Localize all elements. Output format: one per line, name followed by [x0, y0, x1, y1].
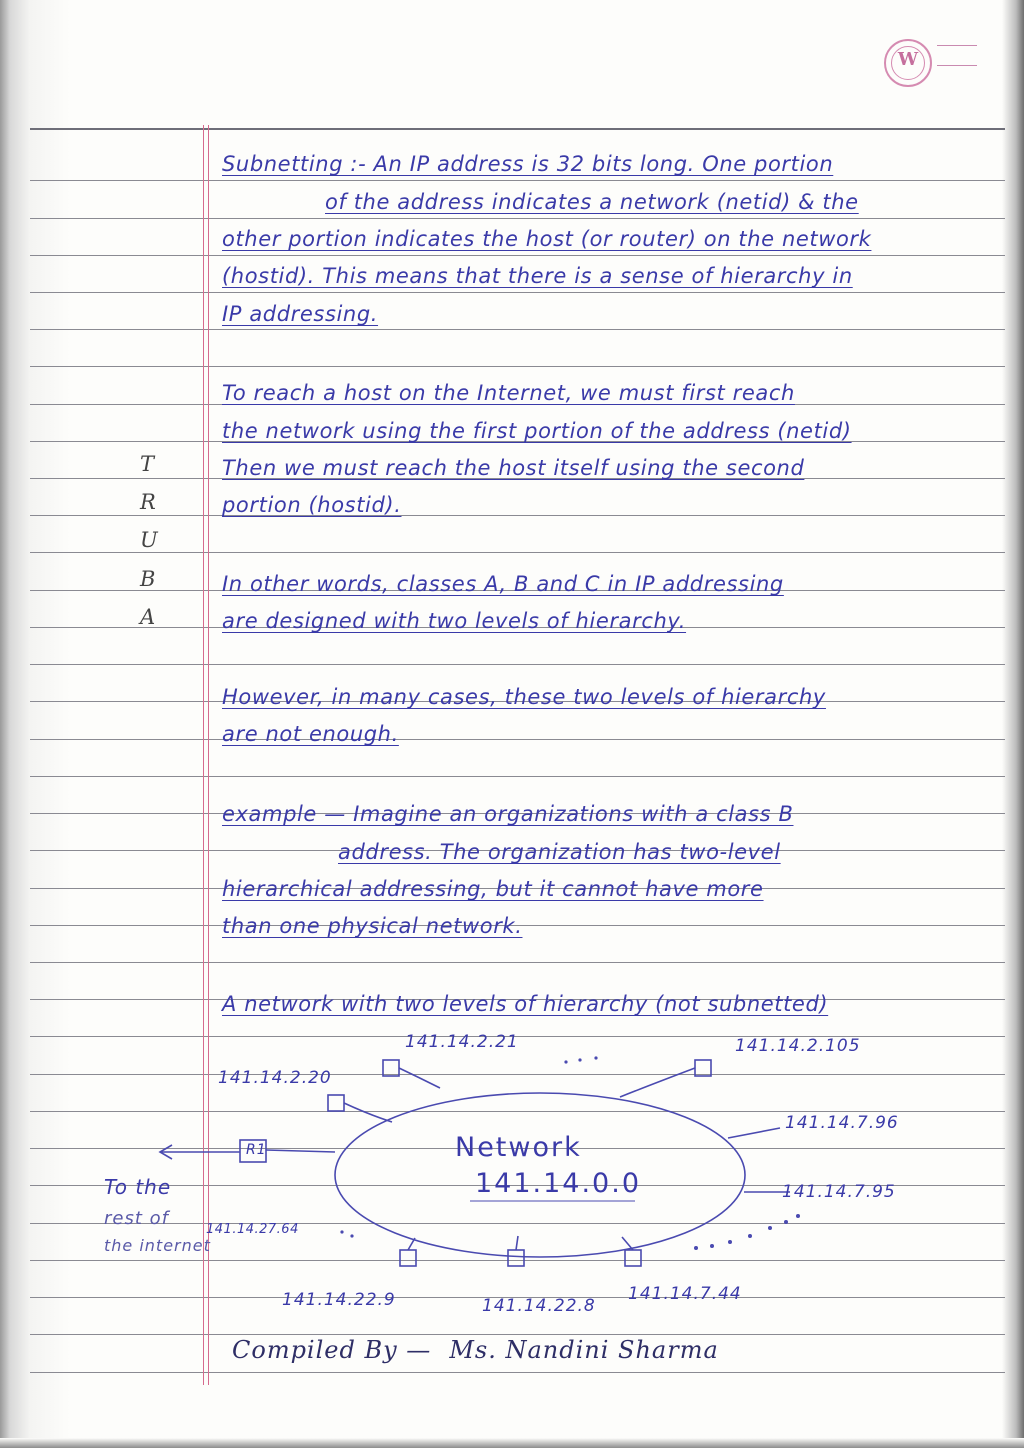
p2-line1: To reach a host on the Internet, we must first reach [222, 381, 795, 405]
network-label: Network [455, 1132, 582, 1163]
ellipsis-dot [350, 1234, 353, 1237]
exit-label-1: To the [104, 1175, 172, 1199]
host-box-h8 [508, 1250, 524, 1266]
host-label-h6: 141.14.27.64 [206, 1222, 299, 1237]
exit-label-3: the internet [104, 1236, 211, 1255]
p2-line4: portion (hostid). [222, 493, 402, 517]
ellipsis-dot [710, 1244, 714, 1248]
exit-label-2: rest of [104, 1208, 169, 1229]
diagram-caption: A network with two levels of hierarchy (not subnetted) [222, 992, 829, 1016]
p1-line2: of the address indicates a network (netid) & the [325, 190, 859, 214]
p5-line2: address. The organization has two-level [338, 840, 781, 864]
router-label: R1 [246, 1142, 267, 1158]
p1-line1: Subnetting :- An IP address is 32 bits long. One portion [222, 152, 834, 176]
link-h3 [344, 1103, 392, 1122]
p2-line2: the network using the first portion of the address (netid) [222, 419, 852, 443]
host-label-h1: 141.14.2.21 [405, 1032, 519, 1052]
link-h8 [516, 1236, 518, 1250]
side-letter: R [140, 490, 156, 514]
side-letter: B [140, 567, 156, 591]
link-h7 [408, 1238, 415, 1250]
ellipsis-dot [594, 1056, 597, 1059]
link-router [266, 1150, 335, 1152]
ellipsis-dot [768, 1226, 772, 1230]
ellipsis-dot [728, 1240, 732, 1244]
ellipsis-dot [578, 1058, 581, 1061]
side-letter: U [140, 528, 158, 552]
p1-line4: (hostid). This means that there is a sense of hierarchy in [222, 264, 853, 288]
host-label-h4: 141.14.7.96 [785, 1113, 899, 1133]
p3-line2: are designed with two levels of hierarchy. [222, 609, 687, 633]
p3-line1: In other words, classes A, B and C in IP addressing [222, 572, 784, 596]
ellipsis-dot [564, 1060, 567, 1063]
p5-line1: example — Imagine an organizations with a class B [222, 802, 794, 826]
host-box-h9 [625, 1250, 641, 1266]
p4-line2: are not enough. [222, 722, 399, 746]
author-name: Ms. Nandini Sharma [449, 1336, 719, 1364]
ellipsis-dot [340, 1230, 343, 1233]
ellipsis-dot [784, 1220, 788, 1224]
p2-line3: Then we must reach the host itself using the second [222, 456, 805, 480]
host-box-h7 [400, 1250, 416, 1266]
ellipsis-dot [796, 1214, 800, 1218]
host-label-h3: 141.14.2.20 [218, 1068, 332, 1088]
host-box-h3 [328, 1095, 344, 1111]
network-address: 141.14.0.0 [475, 1168, 641, 1199]
link-h1 [399, 1068, 440, 1088]
host-box-h1 [383, 1060, 399, 1076]
ellipsis-dot [694, 1246, 698, 1250]
p5-line4: than one physical network. [222, 914, 523, 938]
side-letter: T [140, 452, 155, 476]
compiled-by-label: Compiled By — [232, 1336, 432, 1364]
link-h4 [728, 1128, 780, 1138]
host-label-h9: 141.14.7.44 [628, 1284, 742, 1304]
ellipsis-dot [748, 1234, 752, 1238]
host-label-h5: 141.14.7.95 [782, 1182, 896, 1202]
host-box-h2 [695, 1060, 711, 1076]
host-label-h8: 141.14.22.8 [482, 1296, 596, 1316]
logo-mark: W [897, 49, 919, 70]
p4-line1: However, in many cases, these two levels of hierarchy [222, 685, 826, 709]
p1-line5: IP addressing. [222, 302, 379, 326]
host-label-h2: 141.14.2.105 [735, 1036, 861, 1056]
link-h9 [622, 1237, 633, 1250]
p5-line3: hierarchical addressing, but it cannot have more [222, 877, 764, 901]
side-letter: A [140, 605, 156, 629]
compiled-by-footer [232, 1336, 737, 1364]
link-h2 [620, 1068, 695, 1097]
host-label-h7: 141.14.22.9 [282, 1290, 396, 1310]
p1-line3: other portion indicates the host (or router) on the network [222, 227, 872, 251]
